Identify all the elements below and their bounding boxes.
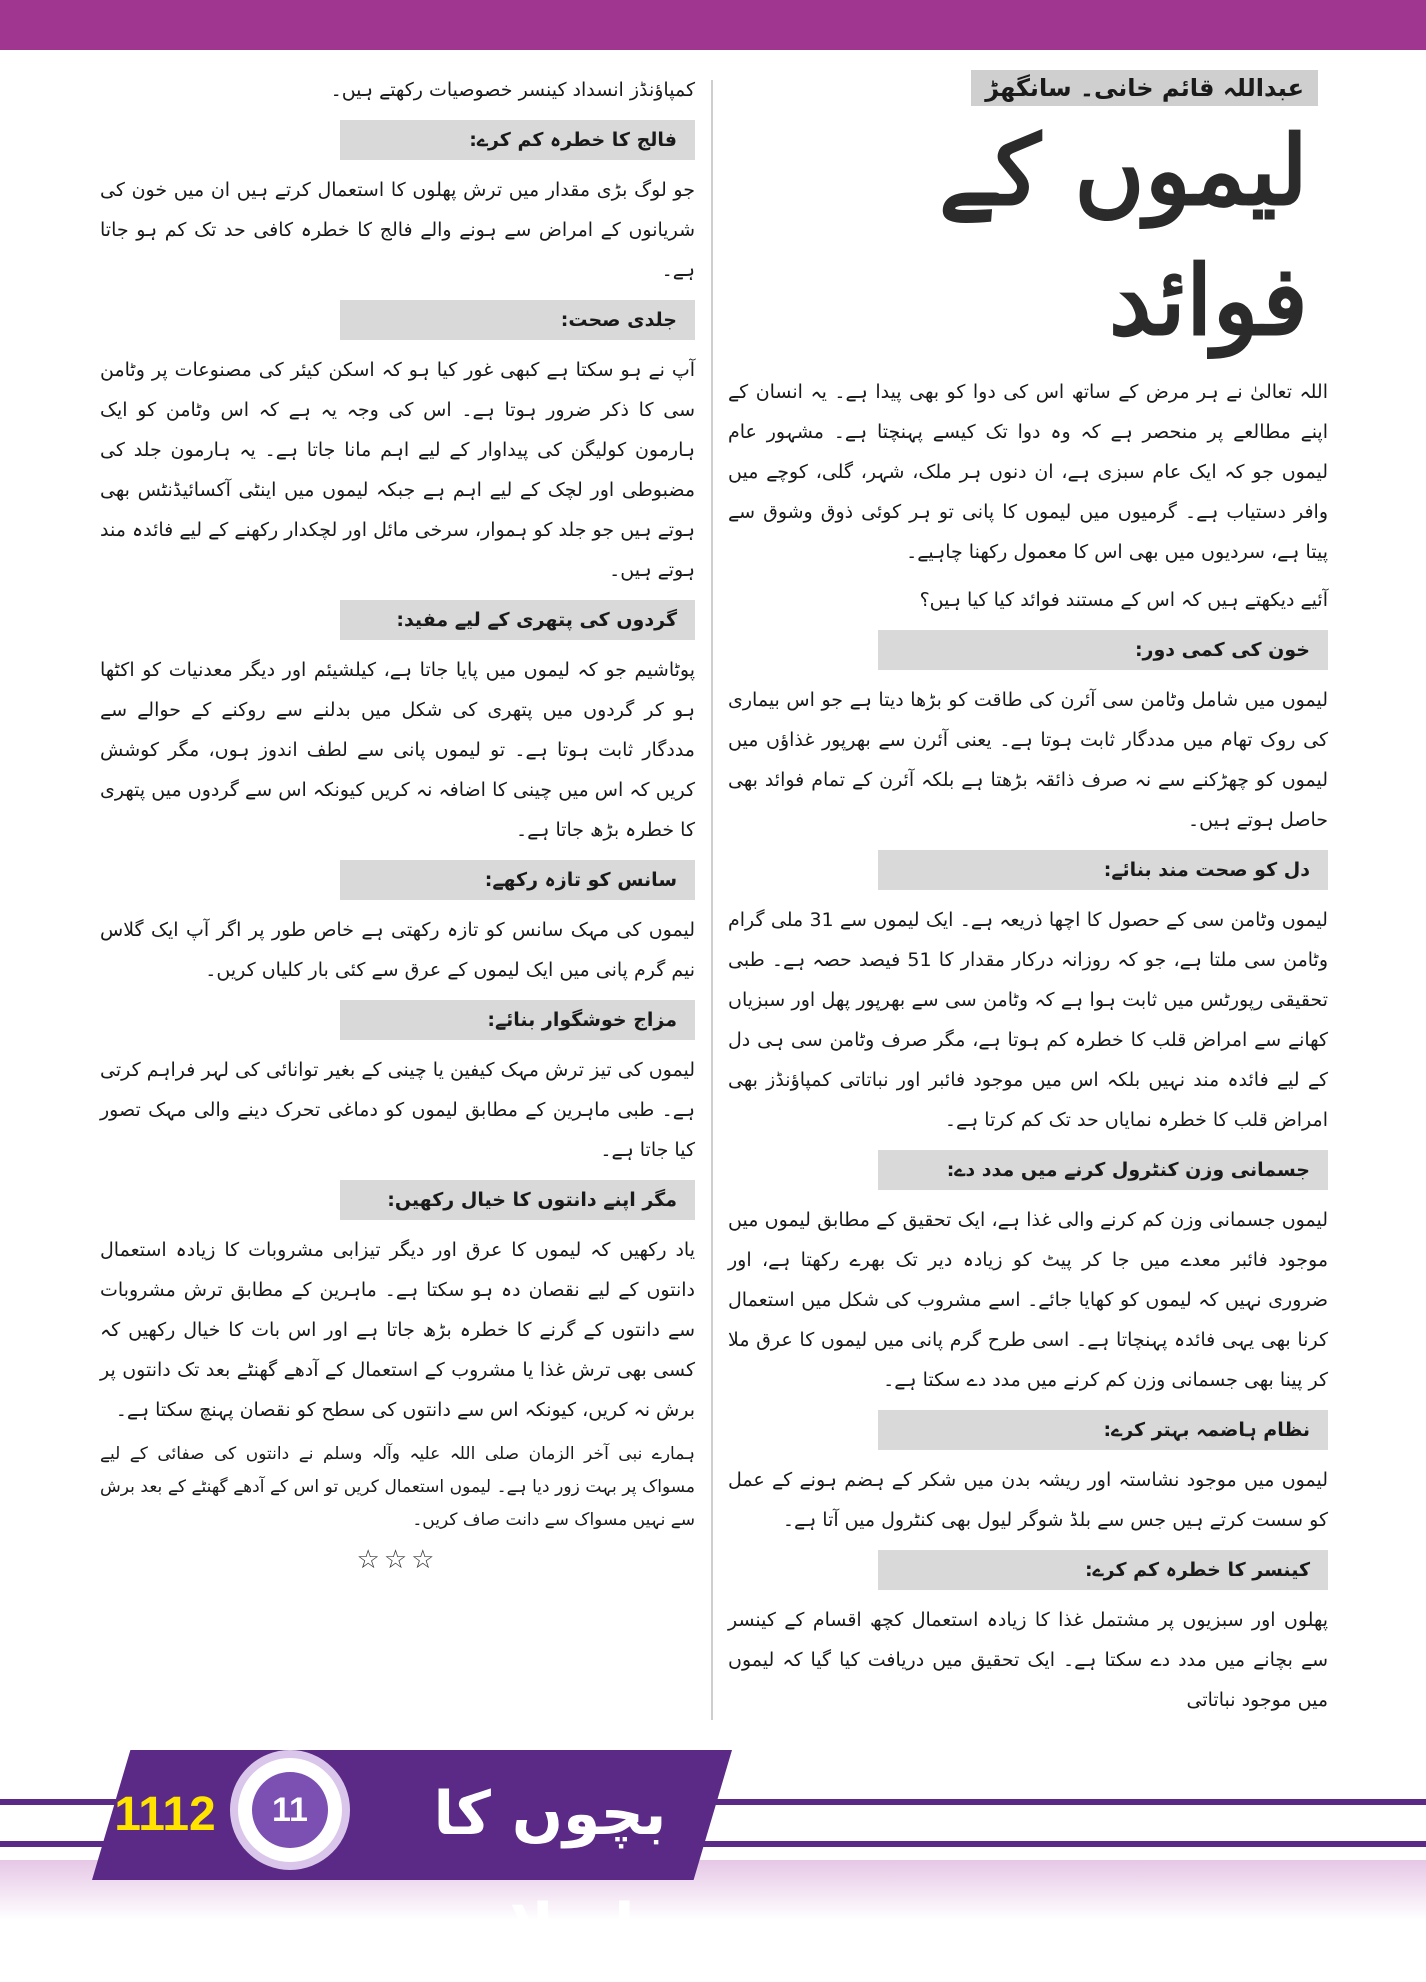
- byline-row: [728, 70, 1328, 106]
- section-body: لیموں میں موجود نشاستہ اور ریشہ بدن میں شکر کے ہضم ہونے کے عمل کو سست کرتے ہیں جس سے بلڈ شوگر لیول بھی کنٹرول میں آتا ہے۔: [728, 1469, 1328, 1531]
- issue-number: 1112: [114, 1788, 216, 1841]
- section-heading: گردوں کی پتھری کے لیے مفید:: [340, 600, 695, 640]
- section-heading: فالج کا خطرہ کم کرے:: [340, 120, 695, 160]
- magazine-logo: بچوں کا اسلام: [433, 1779, 667, 1961]
- page-number: 11: [252, 1772, 328, 1848]
- section-heading: مزاج خوشگوار بنائے:: [340, 1000, 695, 1040]
- section-body: پوٹاشیم جو کہ لیموں میں پایا جاتا ہے، کیلشیئم اور دیگر معدنیات کو اکٹھا ہو کر گردوں میں پتھری کی شکل میں بدلنے سے روکنے کے حوالے سے مددگار ثابت ہوتا ہے۔ تو لیموں پانی سے لطف اندوز ہوں، مگر کوشش کریں کہ اس میں چینی کا اضافہ نہ کریں کیونکہ اس سے گردوں میں پتھری کا خطرہ بڑھ جاتا ہے۔: [100, 659, 695, 841]
- section-body: لیموں کی مہک سانس کو تازہ رکھتی ہے خاص طور پر اگر آپ ایک گلاس نیم گرم پانی میں ایک لیموں کے عرق سے کئی بار کلیاں کریں۔: [100, 919, 695, 981]
- section-body: یاد رکھیں کہ لیموں کا عرق اور دیگر تیزابی مشروبات کا زیادہ استعمال دانتوں کے لیے نقصان دہ ہو سکتا ہے۔ ماہرین کے مطابق ترش مشروبات سے دانتوں کے گرنے کا خطرہ بڑھ جاتا ہے اور اس بات کا خیال رکھیں کہ کسی بھی ترش غذا یا مشروب کے استعمال کے آدھے گھنٹے بعد تک دانتوں پر برش نہ کریں، کیونکہ اس سے دانتوں کی سطح کو نقصان پہنچ سکتا ہے۔: [100, 1239, 695, 1421]
- section-body: لیموں کی تیز ترش مہک کیفین یا چینی کے بغیر توانائی کی لہر فراہم کرتی ہے۔ طبی ماہرین کے مطابق لیموں کو دماغی تحرک دینے والی مہک تصور کیا جاتا ہے۔: [100, 1059, 695, 1161]
- section-heading: کینسر کا خطرہ کم کرے:: [878, 1550, 1328, 1590]
- section-body: پھلوں اور سبزیوں پر مشتمل غذا کا زیادہ استعمال کچھ اقسام کے کینسر سے بچانے میں مدد دے سکتا ہے۔ ایک تحقیق میں دریافت کیا گیا کہ لیموں میں موجود نباتاتی: [728, 1609, 1328, 1711]
- section-body: لیموں جسمانی وزن کم کرنے والی غذا ہے، ایک تحقیق کے مطابق لیموں میں موجود فائبر معدے میں جا کر پیٹ کو زیادہ دیر تک بھرے رکھتا ہے، اور ضروری نہیں کہ لیموں کو کھایا جائے۔ اسے مشروب کی شکل میں استعمال کرنا بھی یہی فائدہ پہنچاتا ہے۔ اسی طرح گرم پانی میں لیموں کا عرق ملا کر پینا بھی جسمانی وزن کم کرنے میں مدد دے سکتا ہے۔: [728, 1209, 1328, 1391]
- intro-paragraph-2: آئیے دیکھتے ہیں کہ اس کے مستند فوائد کیا کیا ہیں؟: [919, 589, 1328, 611]
- section-heading: جسمانی وزن کنٹرول کرنے میں مدد دے:: [878, 1150, 1328, 1190]
- continued-text: کمپاؤنڈز انسداد کینسر خصوصیات رکھتے ہیں۔: [330, 79, 695, 101]
- page-number-badge: [230, 1750, 350, 1870]
- section-body: لیموں میں شامل وٹامن سی آئرن کی طاقت کو بڑھا دیتا ہے جو اس بیماری کی روک تھام میں مددگار ثابت ہوتا ہے۔ یعنی آئرن سے بھرپور غذاؤں میں لیموں کو چھڑکنے سے نہ صرف ذائقہ بڑھتا ہے بلکہ آئرن کے تمام فوائد بھی حاصل ہوتے ہیں۔: [728, 689, 1328, 831]
- author-byline: عبداللہ قائم خانی۔ سانگھڑ: [971, 70, 1318, 106]
- section-body: جو لوگ بڑی مقدار میں ترش پھلوں کا استعمال کرتے ہیں ان میں خون کی شریانوں کے امراض سے ہونے والے فالج کا خطرہ کافی حد تک کم ہو جاتا ہے۔: [100, 179, 695, 281]
- section-heading: سانس کو تازہ رکھے:: [340, 860, 695, 900]
- closing-paragraph: ہمارے نبی آخر الزمان صلی اللہ علیہ وآلہ وسلم نے دانتوں کی صفائی کے لیے مسواک پر بہت زور دیا ہے۔ لیموں استعمال کریں تو اس کے آدھے گھنٹے کے بعد برش سے نہیں مسواک سے دانت صاف کریں۔: [100, 1444, 695, 1530]
- section-body: آپ نے ہو سکتا ہے کبھی غور کیا ہو کہ اسکن کیئر کی مصنوعات پر وٹامن سی کا ذکر ضرور ہوتا ہے۔ اس کی وجہ یہ ہے کہ اس وٹامن کو ایک ہارمون کولیگن کی پیداوار کے لیے اہم مانا جاتا ہے۔ یہ ہارمون جلد کی مضبوطی اور لچک کے لیے اہم ہے جبکہ لیموں میں اینٹی آکسائیڈنٹس بھی ہوتے ہیں جو جلد کو ہموار، سرخی مائل اور لچکدار رکھنے کے لیے فائدہ مند ہوتے ہیں۔: [100, 359, 695, 581]
- section-heading: خون کی کمی دور:: [878, 630, 1328, 670]
- intro-paragraph-1: اللہ تعالیٰ نے ہر مرض کے ساتھ اس کی دوا کو بھی پیدا ہے۔ یہ انسان کے اپنے مطالعے پر منحصر ہے کہ وہ دوا تک کیسے پہنچتا ہے۔ مشہور عام لیموں جو کہ ایک عام سبزی ہے، ان دنوں ہر ملک، شہر، گلی، کوچے میں وافر دستیاب ہے۔ گرمیوں میں لیموں کا پانی تو ہر کوئی ذوق وشوق سے پیتا ہے، سردیوں میں بھی اس کا معمول رکھنا چاہیے۔: [728, 381, 1328, 563]
- section-heading: نظام ہاضمہ بہتر کرے:: [878, 1410, 1328, 1450]
- section-body: لیموں وٹامن سی کے حصول کا اچھا ذریعہ ہے۔ ایک لیموں سے 31 ملی گرام وٹامن سی ملتا ہے، جو کہ روزانہ درکار مقدار کا 51 فیصد حصہ ہے۔ طبی تحقیقی رپورٹس میں ثابت ہوا ہے کہ وٹامن سی سے بھرپور پھل اور سبزیاں کھانے سے امراض قلب کا خطرہ کم ہوتا ہے، مگر صرف وٹامن سی ہی دل کے لیے فائدہ مند نہیں بلکہ اس میں موجود فائبر اور نباتاتی کمپاؤنڈز بھی امراض قلب کا خطرہ نمایاں حد تک کم کرتا ہے۔: [728, 909, 1329, 1131]
- left-column: [100, 70, 695, 1575]
- section-heading: دل کو صحت مند بنائے:: [878, 850, 1328, 890]
- article-title: لیموں کے فوائد: [938, 114, 1308, 357]
- section-heading: جلدی صحت:: [340, 300, 695, 340]
- column-divider: [711, 80, 713, 1720]
- right-column: [728, 70, 1328, 1728]
- end-stars: ☆☆☆: [356, 1545, 439, 1575]
- header-band: [0, 0, 1426, 50]
- section-heading: مگر اپنے دانتوں کا خیال رکھیں:: [340, 1180, 695, 1220]
